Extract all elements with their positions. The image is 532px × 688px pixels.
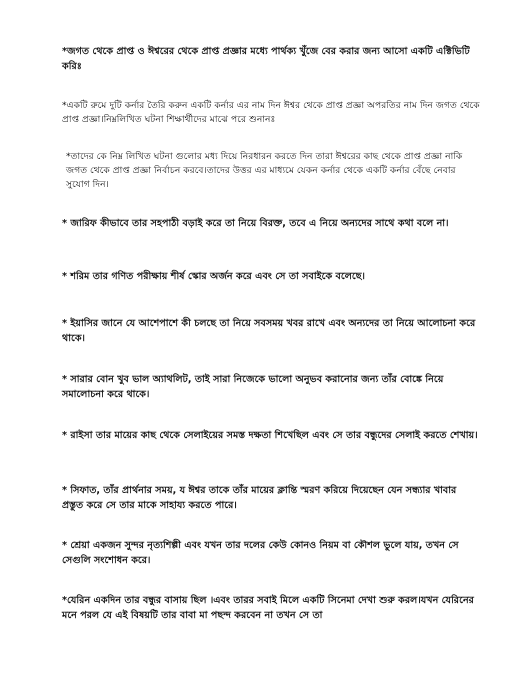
scenario-item: * শ্রেয়া একজন সুন্দর নৃত্যশিল্পী এবং যখন তার দলের কেউ কোনও নিয়ম বা কৌশল ভুলে যায়, তখন সে সেগুলি সংশোধন করে। <box>62 540 459 566</box>
instruction-paragraph-2: *তাদের কে নিম্ন লিখিত ঘটনা গুলোর মধ্য দিয়ে নিরধারন করতে দিন তারা ঈশ্বরের কাছ থেকে প্রাপ্ত প্রজ্ঞা নাকি জগত থেকে প্রাপ্ত প্রজ্ঞা নির্বাচন করবে।তাদের উত্তর এর মাধ্যমে যেকন কর্নার থেকে একটি কর্নার বেঁছে নেবার সুযোগ দিন। <box>66 151 463 190</box>
scenario-item: * ইয়াসির জানে যে আশেপাশে কী চলছে তা নিয়ে সবসময় খবর রাখে এবং অন্যদের তা নিয়ে আলোচনা করে থাকে। <box>62 318 476 344</box>
scenario-item: * শরিম তার গণিত পরীক্ষায় শীর্ষ স্কোর অর্জন করে এবং সে তা সবাইকে বলেছে। <box>62 271 365 282</box>
scenario-item: * রাইসা তার মায়ের কাছ থেকে সেলাইয়ের সমস্ত দক্ষতা শিখেছিল এবং সে তার বন্ধুদের সেলাই করতে শেখায়। <box>62 430 478 441</box>
scenario-item: * সিফাত, তাঁর প্রার্থনার সময়, য ঈশ্বর তাকে তাঁর মায়ের ক্লান্তি স্মরণ করিয়ে দিয়েছেন যেন সন্ধ্যার খাবার প্রস্তুত করে সে তার মাকে সাহায্য করতে পারে। <box>62 485 457 511</box>
instruction-paragraph-1: *একটি রুমে দুটি কর্নার তৈরি করুন একটি কর্নার এর নাম দিন ঈশ্বর থেকে প্রাপ্ত প্রজ্ঞা অপরতির নাম দিন জগত থেকে প্রাপ্ত প্রজ্ঞা।নিম্নলিখিত ঘটনা শিক্ষার্থীদের মাঝে পরে শুনানঃ <box>62 100 480 125</box>
scenario-item: * জারিফ কীভাবে তার সহপাঠী বড়াই করে তা নিয়ে বিরক্ত, তবে এ নিয়ে অন্যদের সাথে কথা বলে না। <box>62 218 449 229</box>
scenario-item: * সারার বোন খুব ভাল অ্যাথলিট, তাই সারা নিজেকে ভালো অনুভব করানোর জন্য তাঁর বোঙ্কে নিয়ে সমালোচনা করে থাকে। <box>62 374 444 400</box>
intro-heading: *জগত থেকে প্রাপ্ত ও ঈশ্বরের থেকে প্রাপ্ত প্রজ্ঞার মধ্যে পার্থক্য খুঁজে বের করার জন্য আসো একটি এক্টিভিটি করিঃ <box>62 46 470 72</box>
scenario-item: *যেরিন একদিন তার বন্ধুর বাসায় ছিল ।এবং তারর সবাই মিলে একটি সিনেমা দেখা শুরু করল।যখন যেরিনের মনে পরল যে এই বিষয়টি তার বাবা মা পছন্দ করবেন না তখন সে তা <box>62 595 474 621</box>
